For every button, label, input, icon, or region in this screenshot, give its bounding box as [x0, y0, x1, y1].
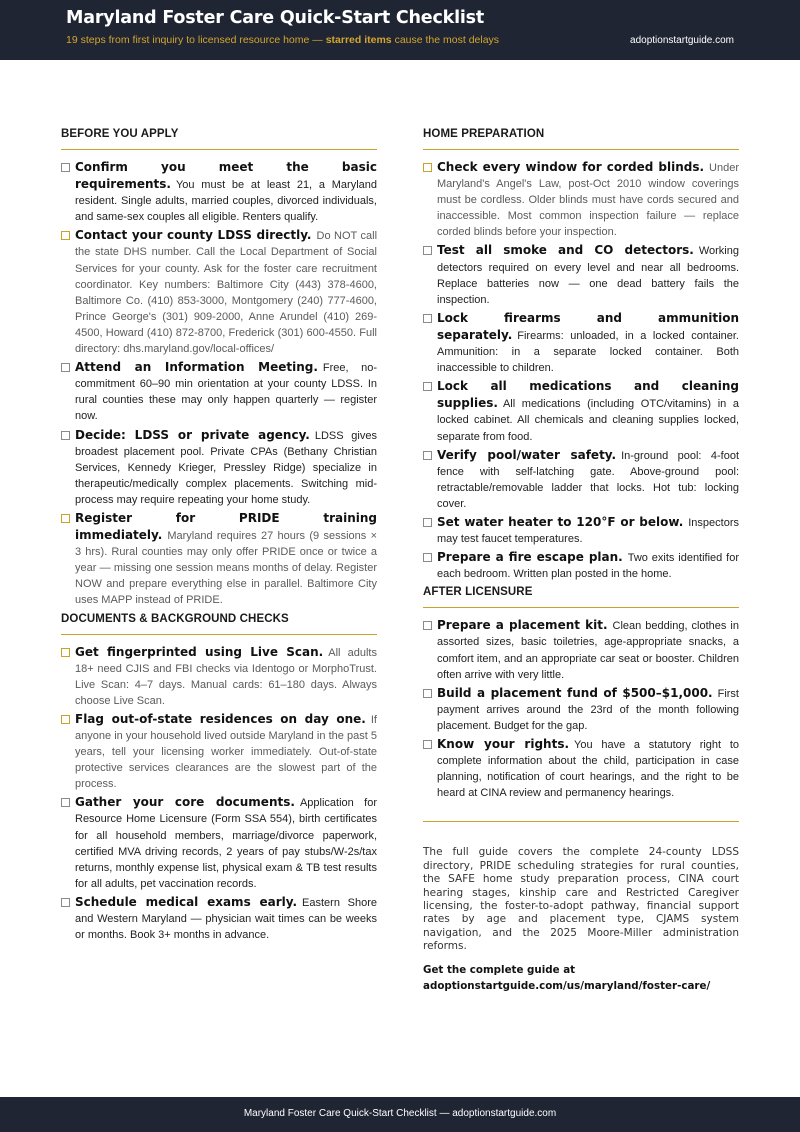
section-title-documents: DOCUMENTS & BACKGROUND CHECKS — [61, 613, 377, 635]
item-body: All medications (including OTC/vitamins) in a locked cabinet. All chemicals and cleaning supplies locked, separate from food. — [437, 398, 739, 443]
checkbox[interactable] — [423, 451, 432, 460]
subtitle-starred-label: starred items — [325, 34, 392, 46]
checklist-item-starred — [423, 159, 739, 240]
item-lead: Know your rights. — [437, 737, 570, 751]
checklist-item — [423, 514, 739, 547]
checklist-item — [423, 310, 739, 376]
checklist-item — [423, 447, 739, 512]
checkbox[interactable] — [423, 246, 432, 255]
checklist-item — [61, 894, 377, 943]
page-footer: Maryland Foster Care Quick-Start Checklist — adoptionstartguide.com — [0, 1097, 800, 1132]
item-body: Do NOT call the state DHS number. Call the Local Department of Social Services for your county. Ask for the foster care recruitment coordinator. Key numbers: Baltimore City (443) 378-4600, Baltimore Co. (410) 853-3000, Montgomery (240) 777-4600, Prince George's (301) 909-2000, Anne Arundel (410) 269-4500, Howard (410) 872-8700, Frederick (301) 600-4550. Full directory: dhs.maryland.gov/local-offices/ — [75, 230, 378, 356]
checklist-item-starred — [61, 711, 377, 792]
checkbox[interactable] — [61, 231, 70, 240]
checklist-item — [61, 159, 377, 225]
checkbox[interactable] — [61, 363, 70, 372]
item-lead: Lock firearms and ammunition separately. — [437, 310, 739, 342]
item-lead: Verify pool/water safety. — [437, 447, 617, 462]
item-body: In-ground pool: 4-foot fence with self-latching gate. Above-ground pool: retractable/removable ladder that locks. Hot tub: locking cover. — [437, 449, 739, 510]
item-lead: Gather your core documents. — [75, 795, 295, 810]
item-body: First payment arrives around the 23rd of the month following placement. Budget for the gap. — [437, 687, 739, 732]
item-lead: Build a placement fund of $500–$1,000. — [437, 685, 713, 700]
checklist-item-starred — [61, 227, 377, 357]
item-body: Application for Resource Home Licensure (Form SSA 554), birth certificates for all household members, marriage/divorce paperwork, certified MVA driving records, 2 years of pay stubs/W-2s/tax returns, monthly expense list, physical exam & TB test results for all adults, pet vaccination records. — [75, 797, 377, 890]
left-column — [61, 128, 377, 945]
subtitle-text: 19 steps from first inquiry to licensed resource home — — [66, 34, 326, 46]
item-lead: Schedule medical exams early. — [75, 894, 298, 909]
item-body: Maryland requires 27 hours (9 sessions × 3 hrs). Rural counties may only offer PRIDE once or twice a year — missing one session means months of delay. Register NOW and prepare everything else in parallel. Baltimore City uses MAPP instead of PRIDE. — [75, 530, 377, 607]
checkbox[interactable] — [61, 163, 70, 172]
checklist-item — [423, 549, 739, 582]
item-lead: Get fingerprinted using Live Scan. — [75, 644, 324, 659]
checklist-item — [423, 378, 739, 444]
item-body: Inspectors may test faucet temperatures. — [437, 516, 739, 546]
item-lead: Lock all medications and cleaning supplies. — [437, 379, 739, 411]
section-title-before-you-apply: BEFORE YOU APPLY — [61, 128, 377, 150]
checkbox[interactable] — [61, 431, 70, 440]
item-lead: Check every window for corded blinds. — [437, 160, 705, 174]
item-lead: Prepare a fire escape plan. — [437, 550, 623, 565]
item-body: Two exits identified for each bedroom. Written plan posted in the home. — [437, 552, 739, 581]
item-body: You have a statutory right to complete information about the child, participation in case planning, notification of court hearings, and the right to be heard at CINA review and permanency hearings. — [437, 739, 740, 800]
item-body: Eastern Shore and Western Maryland — physician wait times can be weeks or months. Book 3+ months in advance. — [75, 896, 377, 942]
item-body: Working detectors required on every level and near all bedrooms. Replace batteries now — one dead battery fails the inspection. — [437, 245, 739, 306]
checklist-item — [61, 359, 377, 424]
checklist-item — [423, 242, 739, 307]
item-lead: Confirm you meet the basic requirements. — [75, 160, 377, 192]
checkbox[interactable] — [61, 798, 70, 807]
item-body: Under Maryland's Angel's Law, post-Oct 2010 window coverings must be cordless. Older blinds must have cords secured and inaccessible. Most common inspection failure — replace corded blinds before your inspection. — [437, 162, 739, 239]
checkbox[interactable] — [423, 163, 432, 172]
checkbox[interactable] — [423, 518, 432, 527]
right-column — [423, 128, 739, 994]
item-lead: Test all smoke and CO detectors. — [437, 243, 694, 258]
section-title-after-licensure: AFTER LICENSURE — [423, 586, 739, 608]
checklist-item-starred — [61, 510, 377, 609]
checklist-item-starred — [61, 644, 377, 709]
item-lead: Contact your county LDSS directly. — [75, 228, 312, 243]
item-body: If anyone in your household lived outside Maryland in the past 5 years, tell your licensing worker immediately. Out-of-state protective services clearances are the slowest part of the process. — [75, 713, 377, 791]
guide-cta — [423, 962, 739, 994]
item-body: Clean bedding, clothes in assorted sizes, basic toiletries, age-appropriate snacks, a comfort item, and an appropriate car seat or booster. Children often arrive with very little. — [437, 620, 739, 681]
checklist-item — [61, 427, 377, 508]
checklist-item — [61, 794, 377, 892]
page-header — [0, 0, 800, 60]
checkbox[interactable] — [61, 898, 70, 907]
checkbox[interactable] — [423, 553, 432, 562]
item-lead: Flag out-of-state residences on day one. — [75, 711, 366, 726]
page-title: Maryland Foster Care Quick-Start Checklist — [66, 8, 485, 28]
checklist-item — [423, 685, 739, 734]
checkbox[interactable] — [423, 740, 432, 749]
checklist-item — [423, 736, 739, 801]
checkbox[interactable] — [61, 715, 70, 724]
item-lead: Register for PRIDE training immediately. — [75, 510, 377, 543]
cta-link[interactable]: adoptionstartguide.com/us/maryland/foster-care/ — [423, 979, 711, 992]
section-title-home-preparation: HOME PREPARATION — [423, 128, 739, 150]
checkbox[interactable] — [423, 621, 432, 630]
checkbox[interactable] — [423, 382, 432, 391]
checkbox[interactable] — [61, 648, 70, 657]
header-site-link[interactable]: adoptionstartguide.com — [630, 35, 734, 46]
item-body: LDSS gives broadest placement pool. Private CPAs (Bethany Christian Services, Kennedy Krieger, Pressley Ridge) specialize in therapeutic/medically complex placements. Switching mid-process may require repeating your home study. — [75, 429, 377, 506]
divider — [423, 821, 739, 822]
item-body: Firearms: unloaded, in a locked container. Ammunition: in a separate locked container. Both inaccessible to children. — [437, 329, 739, 375]
cta-text: Get the complete guide at — [423, 963, 576, 976]
checklist-item — [423, 617, 739, 682]
item-lead: Decide: LDSS or private agency. — [75, 427, 310, 442]
item-lead: Prepare a placement kit. — [437, 618, 608, 633]
checkbox[interactable] — [423, 689, 432, 698]
guide-summary: The full guide covers the complete 24-county LDSS directory, PRIDE scheduling strategies for rural counties, the SAFE home study preparation process, CINA court hearing stages, kinship care and Restricted Caregiver licensing, the foster-to-adopt pathway, financial support rates by age and placement type, CJAMS system navigation, and the 2025 Moore-Miller administration reforms. — [423, 846, 739, 953]
item-body: All adults 18+ need CJIS and FBI checks via Identogo or MorphoTrust. Live Scan: 4–7 days. Manual cards: 61–180 days. Always choose Live Scan. — [75, 646, 377, 707]
subtitle-text-end: cause the most delays — [391, 34, 500, 46]
checkbox[interactable] — [423, 314, 432, 323]
item-lead: Attend an Information Meeting. — [75, 360, 318, 375]
page-subtitle — [66, 34, 499, 46]
checkbox[interactable] — [61, 514, 70, 523]
item-lead: Set water heater to 120°F or below. — [437, 514, 684, 529]
item-body: Free, no-commitment 60–90 min orientation at your county LDSS. In rural counties these may only happen quarterly — register now. — [75, 362, 377, 423]
item-body: You must be at least 21, a Maryland resident. Single adults, married couples, divorced individuals, and same-sex couples all eligible. Renters qualify. — [75, 179, 377, 224]
